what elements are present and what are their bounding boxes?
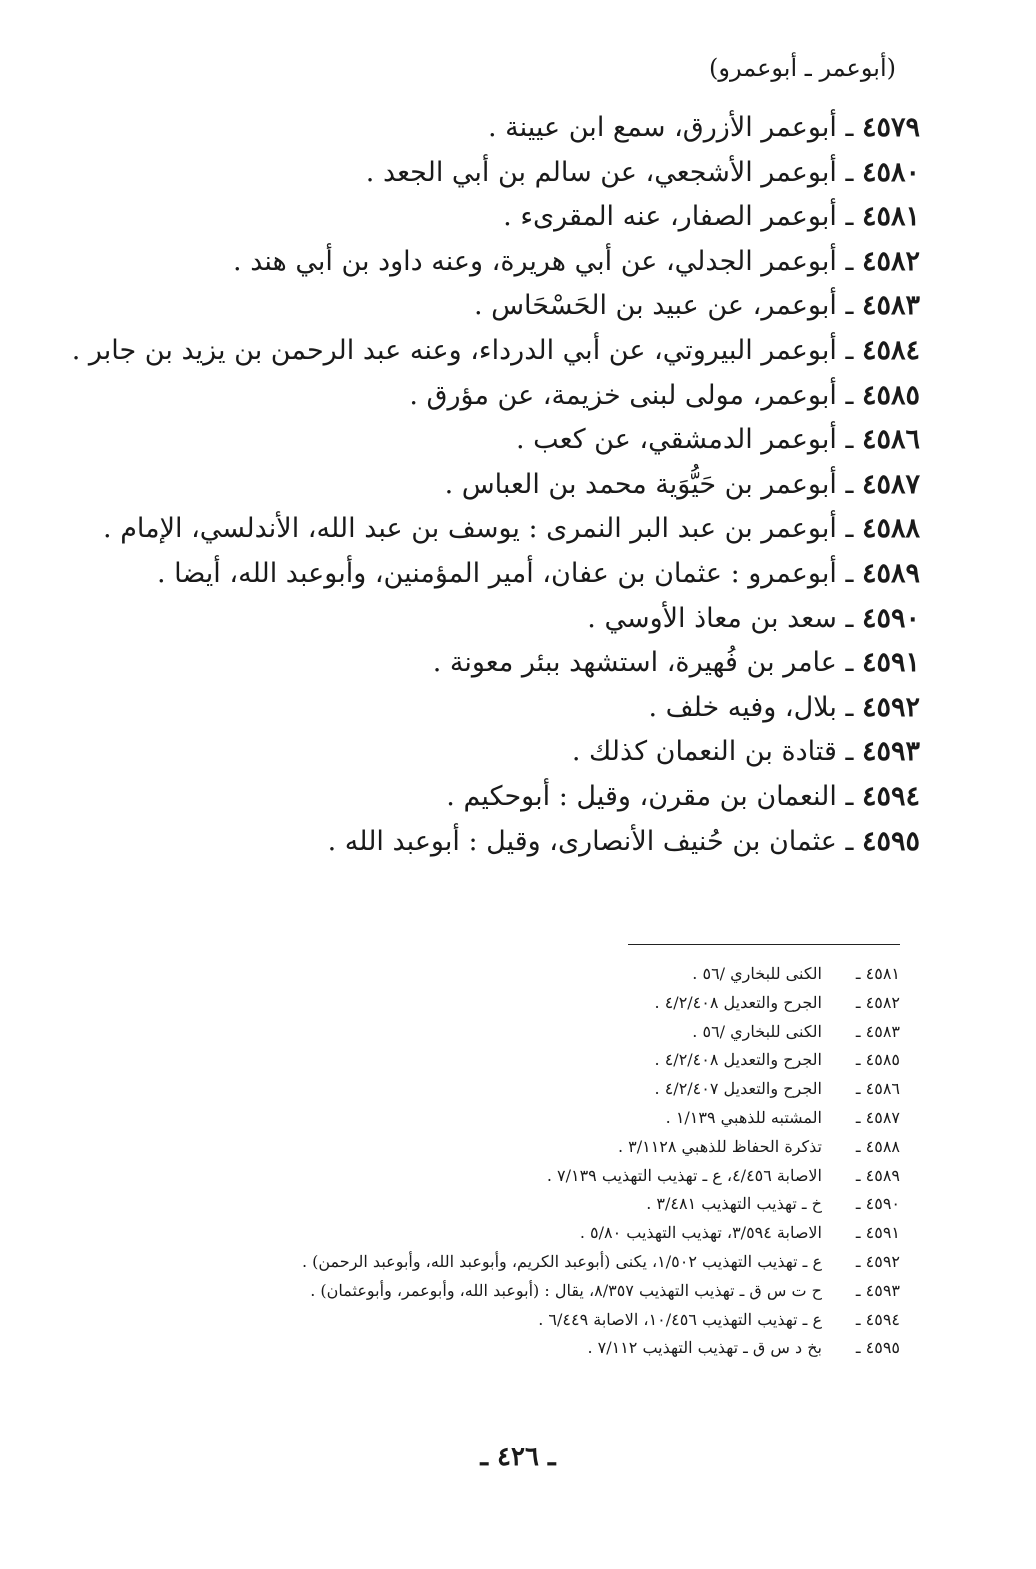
footnote-number: ٤٥٩١ ـ — [855, 1223, 900, 1243]
entry-text: ـ أبوعمر الجدلي، عن أبي هريرة، وعنه داود بن أبي هند . — [233, 245, 854, 277]
footnote-text: الكنى للبخاري /٥٦ . — [692, 1021, 822, 1041]
entry-number: ٤٥٨٩ — [861, 557, 920, 589]
footnote-number: ٤٥٩٢ ـ — [855, 1251, 900, 1271]
footnote-text: الاصابة ٤/٤٥٦، ع ـ تهذيب التهذيب ٧/١٣٩ . — [546, 1165, 822, 1185]
entry-4594 — [100, 775, 920, 820]
entry-4593 — [100, 730, 920, 775]
entry-4590 — [100, 597, 920, 642]
entry-text: ـ أبوعمر البيروتي، عن أبي الدرداء، وعنه عبد الرحمن بن يزيد بن جابر . — [71, 334, 854, 366]
entry-4585 — [100, 374, 920, 419]
footnote-4581 — [140, 960, 900, 989]
entry-text: ـ عامر بن فُهيرة، استشهد ببئر معونة . — [432, 647, 854, 679]
footnote-4589 — [140, 1162, 900, 1191]
entry-4579 — [100, 106, 920, 151]
entry-text: ـ أبوعمر بن عبد البر النمرى : يوسف بن عبد الله، الأندلسي، الإمام . — [103, 513, 854, 545]
footnote-4594 — [140, 1306, 900, 1335]
entry-number: ٤٥٩٥ — [861, 825, 920, 857]
entry-number: ٤٥٨١ — [861, 201, 920, 233]
entry-text: ـ أبوعمرو : عثمان بن عفان، أمير المؤمنين، وأبوعبد الله، أيضا . — [156, 557, 854, 589]
entry-text: ـ عثمان بن حُنيف الأنصارى، وقيل : أبوعبد الله . — [327, 825, 854, 857]
entry-4595 — [100, 820, 920, 865]
footnote-4588 — [140, 1133, 900, 1162]
entry-4591 — [100, 641, 920, 686]
entry-text: ـ أبوعمر الدمشقي، عن كعب . — [516, 424, 854, 456]
footnote-4590 — [140, 1190, 900, 1219]
footnote-number: ٤٥٩٥ ـ — [855, 1338, 900, 1358]
footnote-text: ح ت س ق ـ تهذيب التهذيب ٨/٣٥٧، يقال : (أبوعبد الله، وأبوعمر، وأبوعثمان) . — [310, 1280, 822, 1300]
entry-4589 — [100, 552, 920, 597]
entry-text: ـ قتادة بن النعمان كذلك . — [571, 736, 854, 768]
entry-4587 — [100, 463, 920, 508]
footnote-separator — [628, 944, 900, 945]
footnote-text: الكنى للبخاري /٥٦ . — [692, 964, 822, 983]
entries-list — [71, 106, 920, 864]
entry-number: ٤٥٩٤ — [861, 780, 920, 812]
footnote-4587 — [140, 1104, 900, 1133]
footnote-number: ٤٥٨٢ ـ — [855, 992, 900, 1012]
footnote-text: بخ د س ق ـ تهذيب التهذيب ٧/١١٢ . — [587, 1338, 822, 1358]
footnote-text: المشتبه للذهبي ١/١٣٩ . — [665, 1107, 822, 1127]
entry-number: ٤٥٨٨ — [861, 513, 920, 545]
footnote-number: ٤٥٨٨ ـ — [855, 1136, 900, 1156]
entry-number: ٤٥٨٤ — [861, 334, 920, 366]
entry-4584 — [71, 329, 920, 374]
footnote-text: خ ـ تهذيب التهذيب ٣/٤٨١ . — [646, 1194, 822, 1214]
footnote-4592 — [140, 1248, 900, 1277]
footnote-4585 — [140, 1046, 900, 1075]
entry-number: ٤٥٩٠ — [861, 602, 920, 634]
footnote-text: الجرح والتعديل ٤/٢/٤٠٨ . — [654, 1050, 822, 1070]
entry-text: ـ أبوعمر بن حَيُّوَية محمد بن العباس . — [444, 468, 854, 500]
footnote-4582 — [140, 989, 900, 1018]
page-number: ـ ٤٢٦ ـ — [480, 1442, 556, 1472]
running-header: (أبوعمر ـ أبوعمرو) — [709, 54, 896, 82]
entry-number: ٤٥٩٢ — [861, 691, 920, 723]
entry-4581 — [100, 195, 920, 240]
footnote-number: ٤٥٨٦ ـ — [855, 1079, 900, 1099]
entry-number: ٤٥٩٣ — [861, 736, 920, 768]
entry-text: ـ أبوعمر الأشجعي، عن سالم بن أبي الجعد . — [365, 156, 854, 188]
entry-4582 — [100, 240, 920, 285]
entry-text: ـ سعد بن معاذ الأوسي . — [587, 602, 854, 634]
footnote-4586 — [140, 1075, 900, 1104]
entry-number: ٤٥٨٦ — [861, 424, 920, 456]
entry-number: ٤٥٧٩ — [861, 112, 920, 143]
entry-number: ٤٥٨٥ — [861, 379, 920, 411]
footnote-number: ٤٥٨١ ـ — [855, 964, 900, 983]
entry-4583 — [100, 284, 920, 329]
footnote-number: ٤٥٨٣ ـ — [855, 1021, 900, 1041]
entry-4586 — [100, 418, 920, 463]
entry-number: ٤٥٨٣ — [861, 290, 920, 322]
footnote-text: الاصابة ٣/٥٩٤، تهذيب التهذيب ٥/٨٠ . — [579, 1223, 822, 1243]
footnote-number: ٤٥٨٩ ـ — [855, 1165, 900, 1185]
entry-number: ٤٥٨٧ — [861, 468, 920, 500]
entry-text: ـ أبوعمر، عن عبيد بن الحَسْحَاس . — [473, 290, 854, 322]
footnote-text: الجرح والتعديل ٤/٢/٤٠٨ . — [654, 992, 822, 1012]
footnote-4593 — [140, 1277, 900, 1306]
footnote-number: ٤٥٨٥ ـ — [855, 1050, 900, 1070]
footnote-text: تذكرة الحفاظ للذهبي ٣/١١٢٨ . — [617, 1136, 822, 1156]
footnote-4591 — [140, 1219, 900, 1248]
footnotes-list — [140, 960, 900, 1363]
entry-4592 — [100, 686, 920, 731]
footnote-text: الجرح والتعديل ٤/٢/٤٠٧ . — [654, 1079, 822, 1099]
footnote-4595 — [140, 1334, 900, 1363]
entry-text: ـ أبوعمر الصفار، عنه المقرىء . — [503, 201, 854, 233]
footnote-text: ع ـ تهذيب التهذيب ١٠/٤٥٦، الاصابة ٦/٤٤٩ . — [538, 1309, 822, 1329]
entry-text: ـ أبوعمر، مولى لبنى خزيمة، عن مؤرق . — [409, 379, 854, 411]
entry-number: ٤٥٨٠ — [861, 156, 920, 188]
footnote-number: ٤٥٨٧ ـ — [855, 1107, 900, 1127]
footnote-4583 — [140, 1018, 900, 1047]
entry-4580 — [100, 151, 920, 196]
entry-text: ـ بلال، وفيه خلف . — [648, 691, 854, 723]
footnote-number: ٤٥٩٤ ـ — [855, 1309, 900, 1329]
entry-4588 — [100, 507, 920, 552]
entry-text: ـ أبوعمر الأزرق، سمع ابن عيينة . — [487, 112, 854, 143]
entry-text: ـ النعمان بن مقرن، وقيل : أبوحكيم . — [446, 780, 854, 812]
footnote-text: ع ـ تهذيب التهذيب ١/٥٠٢، يكنى (أبوعبد الكريم، وأبوعبد الله، وأبوعبد الرحمن) . — [301, 1251, 822, 1271]
footnote-number: ٤٥٩٠ ـ — [855, 1194, 900, 1214]
entry-number: ٤٥٨٢ — [861, 245, 920, 277]
entry-number: ٤٥٩١ — [861, 647, 920, 679]
footnote-number: ٤٥٩٣ ـ — [855, 1280, 900, 1300]
